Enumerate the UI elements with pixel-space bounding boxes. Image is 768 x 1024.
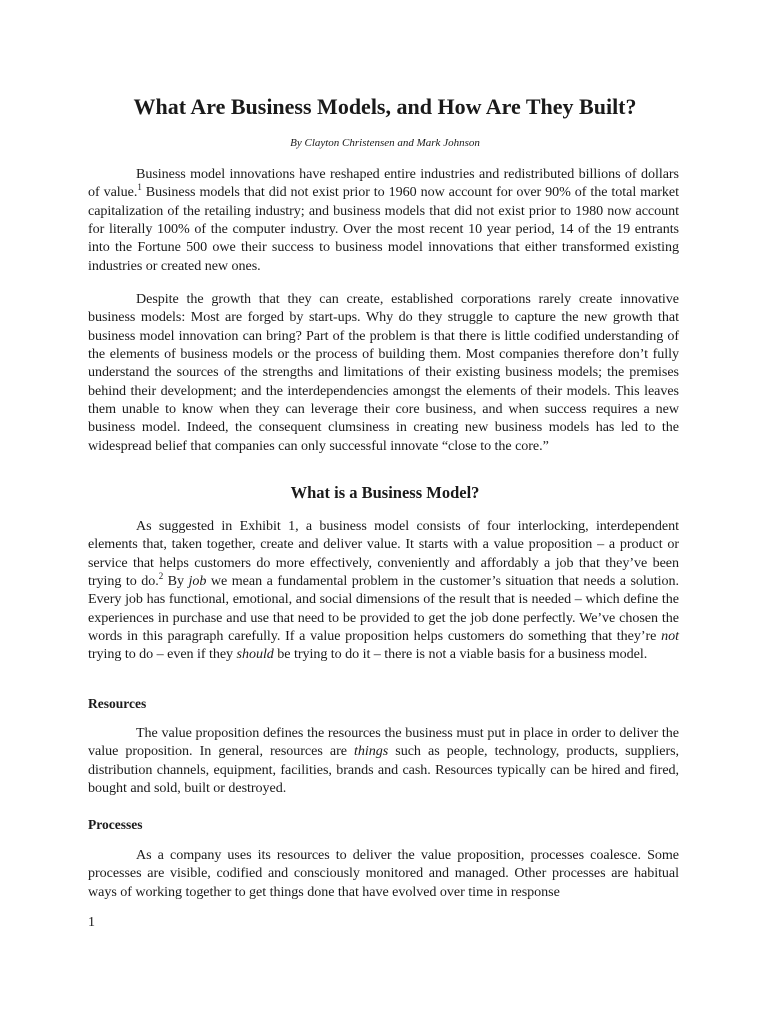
processes-heading: Processes (88, 817, 143, 832)
intro-text-2: Business models that did not exist prior to 1960 now account for over 90% of the total market capitalization of the retailing industry; and business models that did not exist prior to 1980 now account for literally 100% of the computer industry. Over the most recent 10 year period, 14 of the 19 entrants into the Fortune 500 owe their success to business model innovations that either transformed existing industries or created new ones. (88, 184, 680, 274)
footnote-marker-1: 1 (137, 182, 142, 193)
processes-paragraph: As a company uses its resources to deliver the value proposition, processes coalesce. Some processes are visible, codified and consciously monitored and managed. Other processes are habitual ways of working together to get things done that have evolved over time in response (88, 847, 679, 900)
resources-emphasis-things: things (354, 743, 389, 760)
bm-text-2: By (163, 573, 189, 590)
section-heading: What is a Business Model? (290, 483, 480, 502)
despite-paragraph: Despite the growth that they can create, established corporations rarely create innovative business models: Most are forged by start-ups. Why do they struggle to capture the new growth that business model innovation can bring? Part of the problem is that there is little codified understanding of the elements of business models or the process of building them. Most companies therefore don’t fully understand the sources of the strengths and limitations of their existing business models; the premises behind their development; and the interdependencies amongst the elements of their models. This leaves them unable to know when they can leverage their core business, and when success requires a new business model. Indeed, the consequent clumsiness in creating new business models has led to the widespread belief that companies can only successful innovate “close to the core.” (88, 291, 679, 454)
resources-text-1: The value proposition defines the resources the business must put in place in order to deliver the value proposition. In general, resources are (88, 725, 679, 760)
bm-text-5: be trying to do it – there is not a viable basis for a business model. (273, 646, 648, 663)
bm-text-3: we mean a fundamental problem in the customer’s situation that needs a solution. Every job has functional, emotional, and social dimensions of the result that is needed – which define the experiences in purchase and use that need to be provided to get the job done perfectly. We’ve chosen the words in this paragraph carefully. If a value proposition helps customers do something that they’re (88, 573, 679, 645)
intro-text-1: Business model innovations have reshaped entire industries and redistributed billions of dollars of value. (88, 166, 679, 201)
bm-emphasis-should: should (236, 646, 274, 663)
business-model-paragraph (88, 517, 679, 664)
bm-emphasis-not: not (661, 628, 679, 645)
page-title: What Are Business Models, and How Are They Built? (133, 94, 637, 119)
bm-emphasis-job: job (188, 573, 207, 590)
byline: By Clayton Christensen and Mark Johnson (290, 137, 480, 149)
resources-text-2: such as people, technology, products, suppliers, distribution channels, equipment, facilities, brands and cash. Resources typically can be hired and fired, bought and sold, built or destroyed. (88, 743, 679, 797)
footnote-marker-2: 2 (158, 571, 164, 582)
intro-paragraph (88, 165, 679, 275)
bm-text-1: As suggested in Exhibit 1, a business model consists of four interlocking, interdependent elements that, taken together, create and deliver value. It starts with a value proposition – a product or service that helps customers do more effectively, conveniently and affordably a job that they’ve been trying to do. (88, 518, 679, 590)
bm-text-4: trying to do – even if they (88, 646, 237, 663)
resources-paragraph (88, 724, 679, 797)
resources-heading: Resources (88, 696, 147, 711)
page-number: 1 (88, 915, 95, 930)
